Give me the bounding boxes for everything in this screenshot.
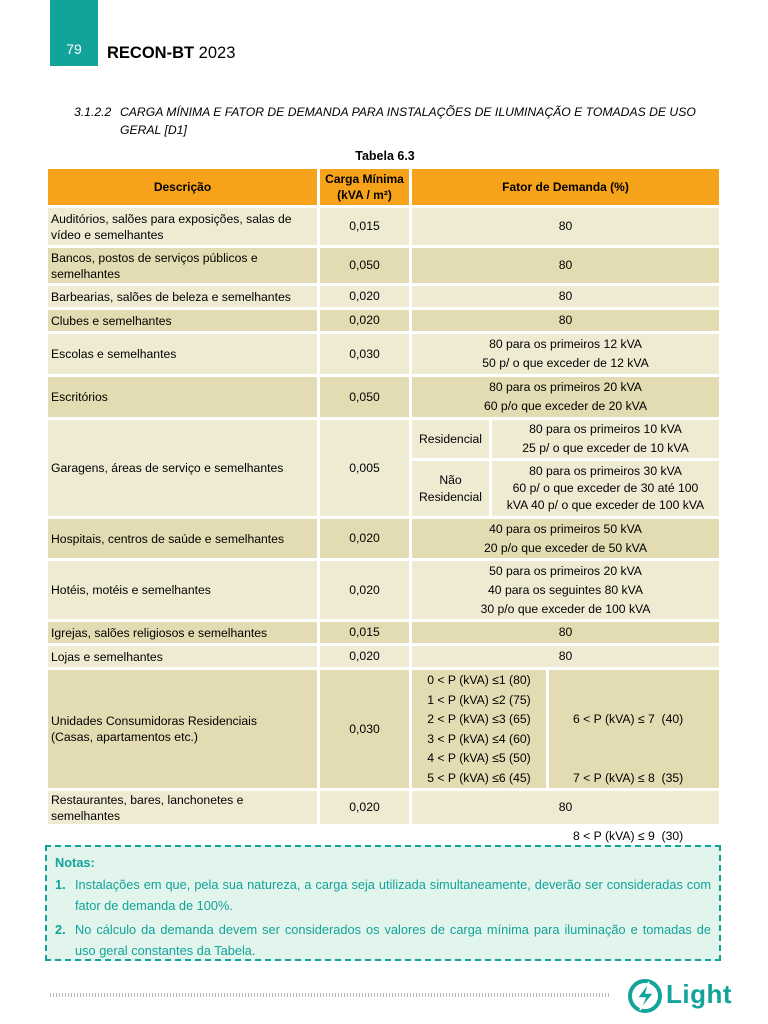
- row-fator: [412, 561, 719, 619]
- ranges-left-column: [412, 670, 546, 788]
- row-carga: 0,050: [320, 377, 409, 417]
- row-carga: 0,020: [320, 646, 409, 667]
- page-number-tab: [50, 0, 98, 66]
- subtype-label-line: Residencial: [418, 489, 482, 504]
- row-description: Clubes e semelhantes: [48, 310, 317, 331]
- range-item: 7 < P (kVA) ≤ 8 (35): [573, 770, 684, 785]
- fator-line: 50 p/ o que exceder de 12 kVA: [482, 356, 649, 370]
- note-number: 2.: [55, 921, 66, 937]
- header-descricao: Descrição: [48, 169, 317, 205]
- row-carga: 0,020: [320, 310, 409, 331]
- fator-line: 30 p/o que exceder de 100 kVA: [480, 601, 651, 616]
- table-caption: Tabela 6.3: [355, 149, 415, 163]
- table-row: [48, 310, 719, 331]
- fator-line: 60 p/ o que exceder de 30 até 100: [512, 481, 699, 495]
- row-carga: 0,015: [320, 208, 409, 245]
- section-heading: [74, 103, 714, 139]
- table-row: [48, 561, 719, 619]
- footer-divider: [50, 993, 610, 997]
- range-item: 4 < P (kVA) ≤5 (50): [427, 751, 531, 765]
- row-carga: 0,015: [320, 622, 409, 643]
- row-fator: 80: [412, 248, 719, 283]
- row-carga: 0,020: [320, 561, 409, 619]
- row-fator: 80: [412, 208, 719, 245]
- row-fator: [412, 519, 719, 558]
- fator-line: 80 para os primeiros 30 kVA: [529, 464, 682, 478]
- header-carga-line2: (kVA / m²): [337, 188, 392, 202]
- row-fator: [492, 461, 719, 516]
- table-header-row: [48, 169, 719, 205]
- row-description: Barbearias, salões de beleza e semelhantes: [48, 286, 317, 307]
- range-item: 3 < P (kVA) ≤4 (60): [427, 731, 531, 746]
- row-description: Restaurantes, bares, lanchonetes e semelhantes: [48, 791, 317, 824]
- document-title: [107, 44, 235, 63]
- row-description: Igrejas, salões religiosos e semelhantes: [48, 622, 317, 643]
- row-carga: 0,020: [320, 791, 409, 824]
- fator-line: 40 para os seguintes 80 kVA: [488, 582, 643, 597]
- row-description: Hospitais, centros de saúde e semelhantes: [48, 519, 317, 558]
- fator-line: 25 p/ o que exceder de 10 kVA: [522, 441, 689, 455]
- range-item: 1 < P (kVA) ≤2 (75): [427, 692, 531, 707]
- header-fator-demanda: Fator de Demanda (%): [412, 169, 719, 205]
- range-item: 2 < P (kVA) ≤3 (65): [427, 712, 531, 726]
- range-item: 8 < P (kVA) ≤ 9 (30): [573, 829, 684, 843]
- note-text: No cálculo da demanda devem ser considerados os valores de carga mínima para iluminação e tomadas de uso geral constantes da Tabela.: [75, 921, 711, 958]
- row-fator: 80: [412, 622, 719, 643]
- fator-line: 80 para os primeiros 20 kVA: [489, 380, 642, 394]
- range-item: 5 < P (kVA) ≤6 (45): [427, 770, 531, 785]
- row-description: Garagens, áreas de serviço e semelhantes: [48, 420, 317, 516]
- subtype-nao-residencial: [412, 461, 489, 516]
- subtype-residencial: Residencial: [412, 420, 489, 458]
- fator-line: 40 para os primeiros 50 kVA: [489, 521, 642, 536]
- document-title-year: 2023: [198, 44, 236, 62]
- document-title-name: RECON-BT: [107, 44, 195, 62]
- row-description: Escritórios: [48, 377, 317, 417]
- fator-line: 50 para os primeiros 20 kVA: [489, 563, 642, 578]
- notes-box: [45, 845, 721, 961]
- row-description: Bancos, postos de serviços públicos e semelhantes: [48, 248, 317, 283]
- row-carga: 0,030: [320, 334, 409, 374]
- row-fator: [492, 420, 719, 458]
- row-carga: 0,020: [320, 286, 409, 307]
- section-title-line1: CARGA MÍNIMA E FATOR DE DEMANDA PARA INSTALAÇÕES DE ILUMINAÇÃO E TOMADAS DE USO: [120, 105, 696, 119]
- table-row: [48, 670, 719, 788]
- row-fator: 80: [412, 646, 719, 667]
- row-description: Auditórios, salões para exposições, salas de vídeo e semelhantes: [48, 208, 317, 245]
- row-carga: 0,020: [320, 519, 409, 558]
- subtype-label-line: Não: [439, 472, 462, 487]
- table-row: [48, 420, 719, 458]
- fator-line: 80 para os primeiros 10 kVA: [529, 422, 682, 436]
- row-fator: [412, 377, 719, 417]
- row-fator: 80: [412, 286, 719, 307]
- demand-factor-table: [45, 166, 722, 843]
- note-text: Instalações em que, pela sua natureza, a carga seja utilizada simultaneamente, deverão ser consideradas com fator de demanda de 100%.: [75, 876, 711, 913]
- fator-line: kVA 40 p/ o que exceder de 100 kVA: [506, 498, 705, 512]
- row-description: [48, 670, 317, 788]
- row-carga: 0,030: [320, 670, 409, 788]
- row-carga: 0,005: [320, 420, 409, 516]
- page-number: 79: [66, 41, 82, 57]
- logo-text: Light: [666, 979, 733, 1009]
- table-row: [48, 646, 719, 667]
- range-item: 0 < P (kVA) ≤1 (80): [427, 673, 531, 687]
- row-description: Lojas e semelhantes: [48, 646, 317, 667]
- section-number: 3.1.2.2: [74, 105, 112, 119]
- note-number: 1.: [55, 876, 66, 892]
- notes-list: [55, 874, 711, 962]
- table-row: [48, 248, 719, 283]
- row-description-line: Unidades Consumidoras Residenciais: [51, 714, 257, 728]
- fator-line: 80 para os primeiros 12 kVA: [489, 337, 642, 351]
- notes-title: Notas:: [55, 855, 95, 870]
- table-row: [48, 286, 719, 307]
- table-row: [48, 377, 719, 417]
- table-row: [48, 208, 719, 245]
- row-fator: 80: [412, 310, 719, 331]
- note-item: [55, 919, 711, 962]
- table-row: [48, 519, 719, 558]
- note-item: [55, 874, 711, 917]
- row-fator: 80: [412, 791, 719, 824]
- header-carga-line1: Carga Mínima: [325, 172, 404, 186]
- row-fator: [412, 334, 719, 374]
- table-row: [48, 622, 719, 643]
- row-description: Hotéis, motéis e semelhantes: [48, 561, 317, 619]
- row-description-line: (Casas, apartamentos etc.): [51, 730, 198, 744]
- row-description: Escolas e semelhantes: [48, 334, 317, 374]
- table-row: [48, 334, 719, 374]
- fator-line: 60 p/o que exceder de 20 kVA: [483, 399, 648, 413]
- section-title-line2: GERAL [D1]: [120, 123, 187, 137]
- header-carga-minima: [320, 169, 409, 205]
- row-fator-ranges: [412, 670, 719, 843]
- row-carga: 0,050: [320, 248, 409, 283]
- range-item: 6 < P (kVA) ≤ 7 (40): [573, 712, 684, 726]
- fator-line: 20 p/o que exceder de 50 kVA: [483, 540, 648, 555]
